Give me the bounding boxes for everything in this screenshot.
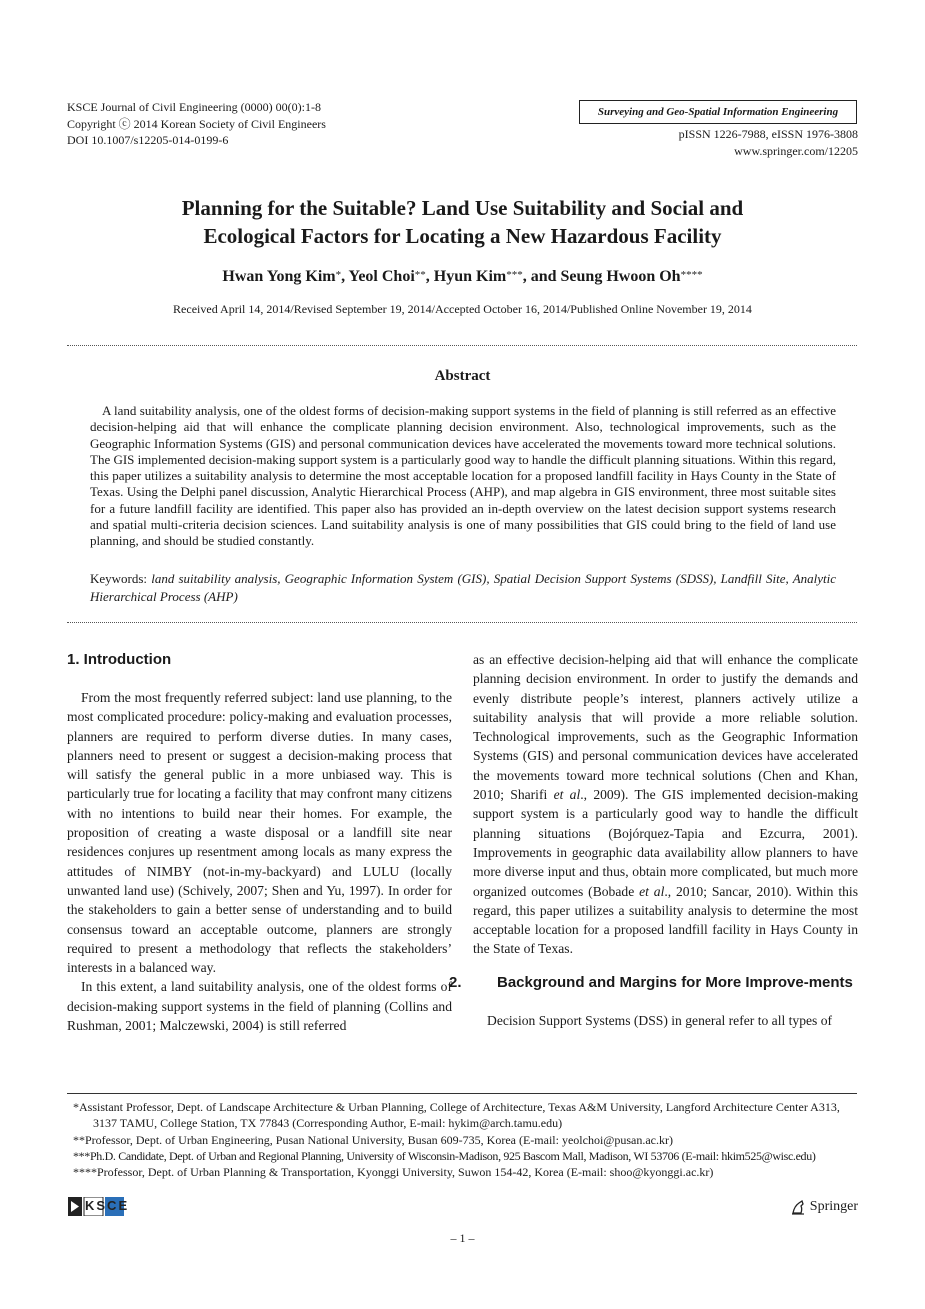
text-run: as an effective decision-helping aid that will enhance the complicate planning decision environment. In order to justify the demands and evenly distribute people’s interest, planners actively utilize a suitability analysis that will provide a more reliable solution. Technological improvements, such as the Geographic Information Systems (GIS) and personal communication devices have accelerated the movements toward more technical solutions (Chen and Khan, 2010; Sharifi xyxy=(473,652,858,803)
section-heading: 1. Introduction xyxy=(67,651,172,668)
springer-horse-icon xyxy=(790,1199,806,1215)
footnote: ****Professor, Dept. of Urban Planning & Transportation, Kyonggi University, Suwon 154-42, Korea (E-mail: shoo@kyonggi.ac.kr) xyxy=(73,1165,714,1180)
author-mark: * xyxy=(335,269,342,281)
journal-line: KSCE Journal of Civil Engineering (0000) 00(0):1-8 xyxy=(67,100,321,114)
author-mark: **** xyxy=(680,269,703,281)
body-paragraph: From the most frequently referred subject: land use planning, to the most complicated procedure: policy-making and evaluation processes, planners are required to perform diverse duties. In many cases, planners need to present or suggest a decision-making process that will satisfy the general public in a more unbiased way. This is particularly true for locating a facility that may confront many citizens with no intentions to build near their homes. For example, the proposition of creating a waste disposal or a landfill site near residences conjures up resentment among locals as many express the attitudes of NIMBY (not-in-my-backyard) and LULU (locally unwanted land use) (Schively, 2007; Shen and Yu, 1997). In order for the stakeholders to gain a better sense of understanding and to build consensus toward an acceptable outcome, planners are strongly required to present a methodology that reflects the stakeholders’ interests in a balanced way. xyxy=(67,690,452,976)
author-list xyxy=(0,268,925,286)
author-separator: , xyxy=(341,268,349,285)
author-separator: , xyxy=(425,268,434,285)
title-line-2: Ecological Factors for Locating a New Hazardous Facility xyxy=(203,224,722,248)
dotted-divider xyxy=(67,345,857,346)
doi-line: DOI 10.1007/s12205-014-0199-6 xyxy=(67,133,229,147)
dotted-divider xyxy=(67,622,857,623)
author-mark: ** xyxy=(414,269,426,281)
page-number: – 1 – xyxy=(450,1231,475,1245)
author-mark: *** xyxy=(506,269,523,281)
author-name: Yeol Choi xyxy=(348,268,415,285)
body-paragraph xyxy=(473,650,858,959)
body-column-left xyxy=(67,650,452,1035)
publication-dates: Received April 14, 2014/Revised September 19, 2014/Accepted October 16, 2014/Published Online November 19, 2014 xyxy=(173,302,752,316)
title-line-1: Planning for the Suitable? Land Use Suitability and Social and xyxy=(181,196,744,220)
author-name: Hwan Yong Kim xyxy=(222,268,336,285)
text-run: ., 2009). The GIS implemented decision-making support system is a particularly good way to handle the difficult planning situations (Bojórquez-Tapia and Ezcurra, 2001). Improvements in geographic data availability allow planners to have more diverse input and thus, obtain more complicated, but much more organized outcomes (Bobade xyxy=(473,787,858,899)
author-separator: , and xyxy=(522,268,561,285)
footnote-rule xyxy=(67,1093,857,1094)
section-title: Background and Margins for More Improve-ments xyxy=(497,973,853,991)
section-heading xyxy=(449,973,858,992)
issn-block xyxy=(679,126,858,159)
springer-logo xyxy=(790,1199,858,1215)
abstract-text: A land suitability analysis, one of the oldest forms of decision-making support systems in the field of planning is still referred as an effective decision-helping aid that will enhance the complicate planning decision environment. Also, technological improvements, such as the Geographic Information Systems (GIS) and personal communication devices have accelerated the movements toward more technical solutions. The GIS implemented decision-making support system is a particularly good way to handle the difficult planning situations. Within this regard, this paper utilizes a suitability analysis to determine the most acceptable location for a proposed landfill facility in Hays County in the State of Texas. Using the Delphi panel discussion, Analytic Hierarchical Process (AHP), and map algebra in GIS environment, three most suitable sites for a future landfill facility are identified. This paper also has provided an in-depth overview on the latest decision support systems research and spatial multi-criteria decision sciences. Land suitability analysis is one of many possibilities that GIS could bring to the field of land use planning, and should be studied constantly. xyxy=(90,403,836,549)
footnote: ***Ph.D. Candidate, Dept. of Urban and Regional Planning, University of Wisconsin-Madison, 925 Bascom Mall, Madison, WI 53706 (E-mail: hkim525@wisc.edu) xyxy=(73,1148,816,1163)
footnotes xyxy=(67,1099,862,1180)
ksce-logo xyxy=(68,1197,130,1216)
author-name: Hyun Kim xyxy=(433,268,507,285)
text-run-italic: et al xyxy=(639,883,665,899)
keywords-label: Keywords: xyxy=(90,571,148,586)
section-number: 2. xyxy=(449,973,462,991)
author-name: Seung Hwoon Oh xyxy=(560,268,681,285)
journal-url[interactable]: www.springer.com/12205 xyxy=(734,143,858,158)
keywords xyxy=(90,570,836,605)
paper-title xyxy=(0,194,925,250)
abstract-heading: Abstract xyxy=(434,368,491,384)
ksce-logo-text: KSCE xyxy=(85,1198,130,1213)
text-run: ., 2010; Sancar, 2010). Within this regard, this paper utilizes a suitability analysis to determine the most acceptable location for a proposed landfill facility in Hays County in the State of Texas. xyxy=(473,883,858,957)
text-run-italic: et al xyxy=(553,787,581,803)
issn-line: pISSN 1226-7988, eISSN 1976-3808 xyxy=(678,127,858,141)
body-column-right xyxy=(449,650,858,1030)
keywords-list: land suitability analysis, Geographic Information System (GIS), Spatial Decision Support Systems (SDSS), Landfill Site, Analytic Hierarchical Process (AHP) xyxy=(90,571,837,604)
body-paragraph: In this extent, a land suitability analysis, one of the oldest forms of decision-making support systems in the field of planning (Collins and Rushman, 2001; Malczewski, 2004) is still referred xyxy=(67,979,452,1034)
footnote: **Professor, Dept. of Urban Engineering, Pusan National University, Busan 609-735, Korea (E-mail: yeolchoi@pusan.ac.kr) xyxy=(73,1132,673,1147)
journal-header xyxy=(67,99,326,149)
springer-logo-text: Springer xyxy=(809,1199,858,1214)
body-paragraph: Decision Support Systems (DSS) in general refer to all types of xyxy=(487,1012,833,1028)
footnote: *Assistant Professor, Dept. of Landscape Architecture & Urban Planning, College of Architecture, Texas A&M University, Langford Architecture Center A313, 3137 TAMU, College Station, TX 77843 (Corresponding Author, E-mail: hykim@arch.tamu.edu) xyxy=(73,1100,840,1131)
copyright-line: Copyright ⓒ 2014 Korean Society of Civil Engineers xyxy=(67,116,326,131)
section-label: Surveying and Geo-Spatial Information Engineering xyxy=(579,100,857,124)
